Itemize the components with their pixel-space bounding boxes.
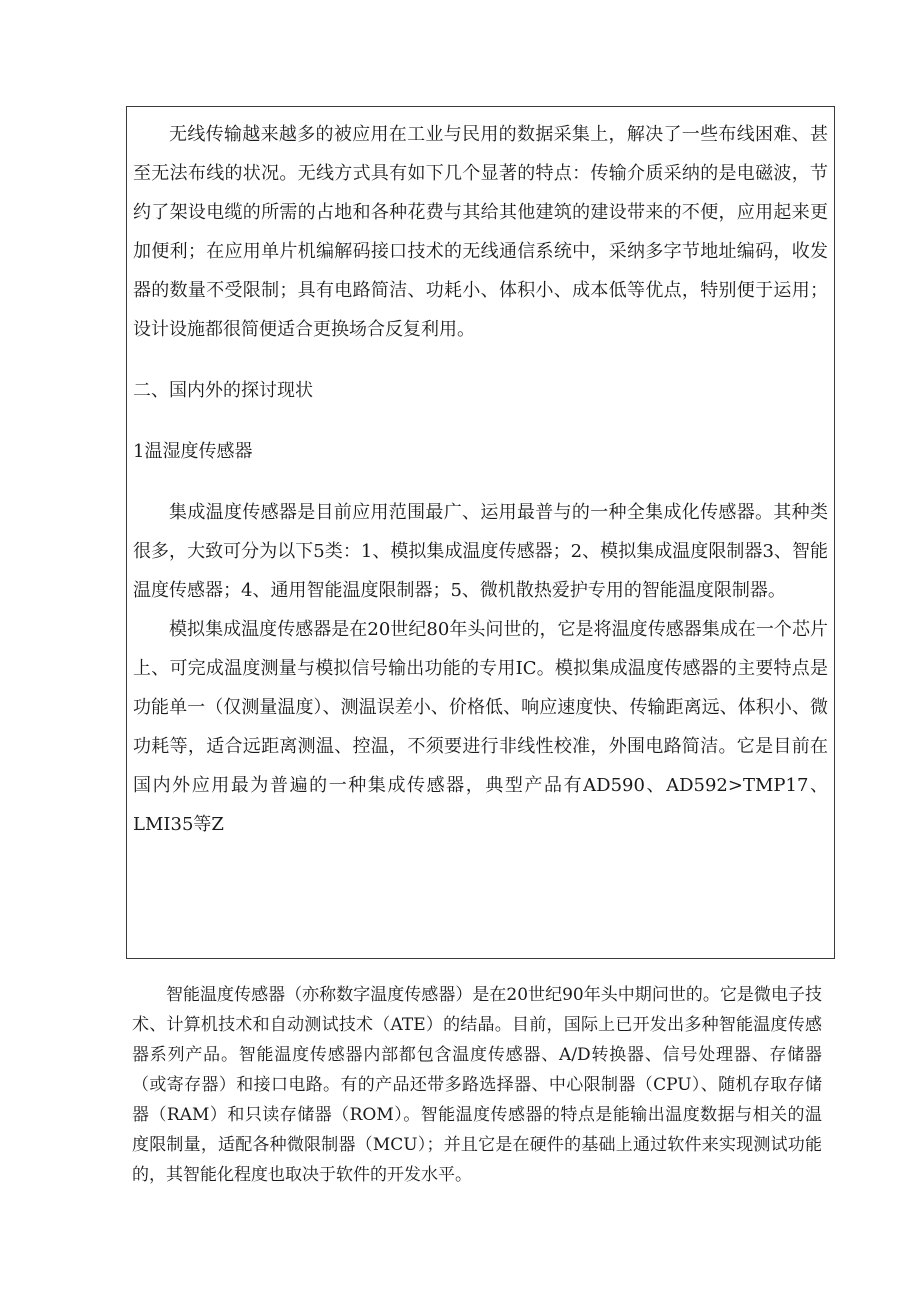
section-heading-research-status: 二、国内外的探讨现状 [133,380,313,401]
subsection-heading-sensors: 1温湿度传感器 [133,441,253,462]
paragraph-analog-sensors: 模拟集成温度传感器是在20世纪80年头问世的，它是将温度传感器集成在一个芯片上、可完成温度测量与模拟信号输出功能的专用IC。模拟集成温度传感器的主要特点是功能单一（仅测量温度）、测温误差小、价格低、响应速度快、传输距离远、体积小、微功耗等，适合远距离测温、控温，不须要进行非线性校准，外围电路简洁。它是目前在国内外应用最为普遍的一种集成传感器，典型产品有AD590、AD592>TMP17、LMI35等Z [133,619,828,835]
bordered-text-box [126,106,835,959]
body-text-below-box [132,980,822,1190]
paragraph-integrated-sensors: 集成温度传感器是目前应用范围最广、运用最普与的一种全集成化传感器。其种类很多，大致可分为以下5类：1、模拟集成温度传感器；2、模拟集成温度限制器3、智能温度传感器；4、通用智能温度限制器；5、微机散热爱护专用的智能温度限制器。 [133,502,828,601]
box-content [133,115,828,844]
paragraph-smart-sensors: 智能温度传感器（亦称数字温度传感器）是在20世纪90年头中期问世的。它是微电子技术、计算机技术和自动测试技术（ATE）的结晶。目前，国际上已开发出多种智能温度传感器系列产品。智能温度传感器内部都包含温度传感器、A/D转换器、信号处理器、存储器（或寄存器）和接口电路。有的产品还带多路选择器、中心限制器（CPU）、随机存取存储器（RAM）和只读存储器（ROM）。智能温度传感器的特点是能输出温度数据与相关的温度限制量，适配各种微限制器（MCU）；并且它是在硬件的基础上通过软件来实现测试功能的，其智能化程度也取决于软件的开发水平。 [132,985,822,1185]
paragraph-wireless: 无线传输越来越多的被应用在工业与民用的数据采集上，解决了一些布线困难、甚至无法布线的状况。无线方式具有如下几个显著的特点：传输介质采纳的是电磁波，节约了架设电缆的所需的占地和各种花费与其给其他建筑的建设带来的不便，应用起来更加便利；在应用单片机编解码接口技术的无线通信系统中，采纳多字节地址编码，收发器的数量不受限制；具有电路简洁、功耗小、体积小、成本低等优点，特别便于运用；设计设施都很简便适合更换场合反复利用。 [133,124,828,340]
